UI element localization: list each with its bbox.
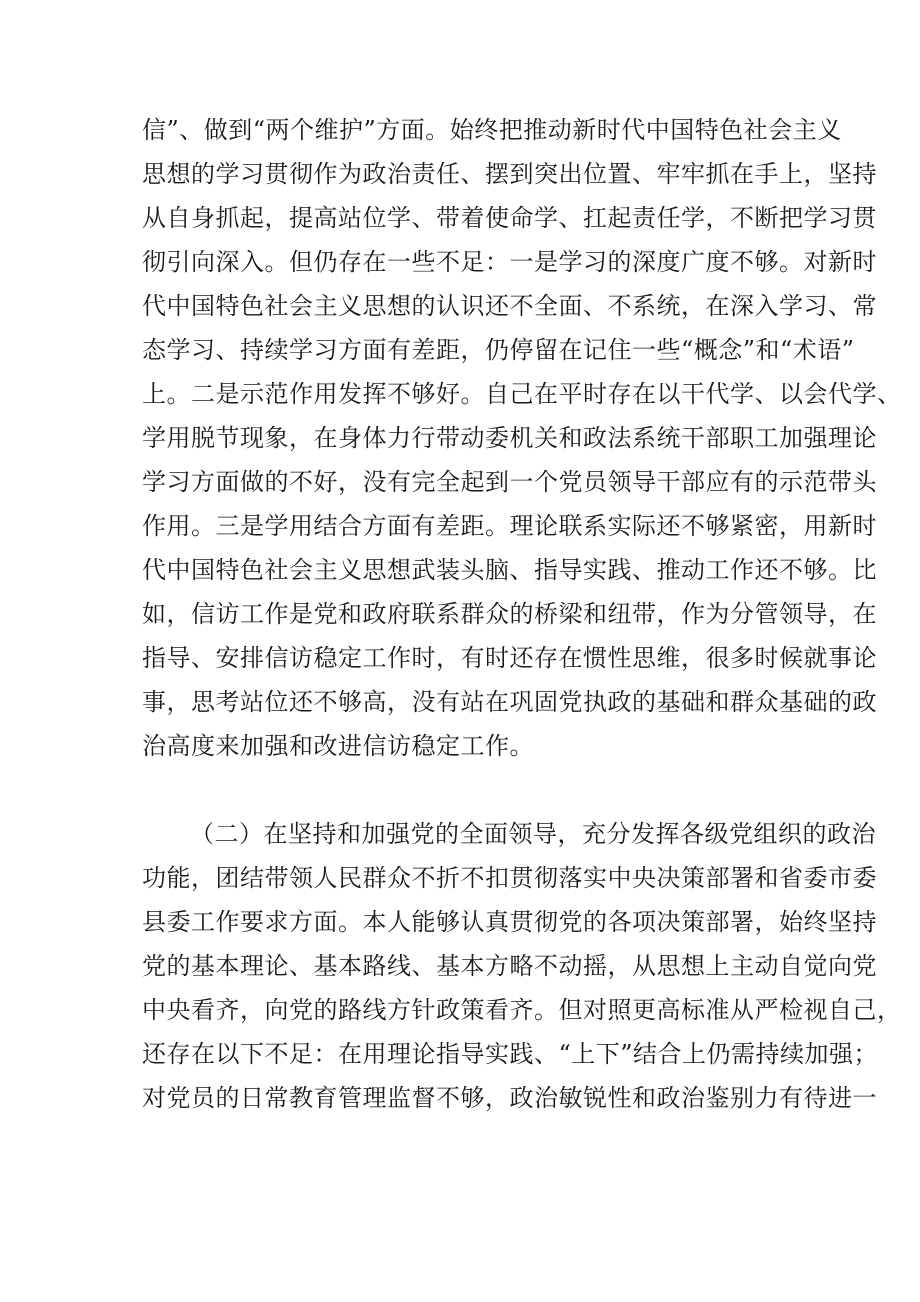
text-line: 学习方面做的不好，没有完全起到一个党员领导干部应有的示范带头 xyxy=(142,468,877,496)
text-line: 指导、安排信访稳定工作时，有时还存在惯性思维，很多时候就事论 xyxy=(142,644,877,672)
text-line: 代中国特色社会主义思想的认识还不全面、不系统，在深入学习、常 xyxy=(142,292,877,320)
text-line: 作用。三是学用结合方面有差距。理论联系实际还不够紧密，用新时 xyxy=(142,512,877,540)
text-line: 信”、做到“两个维护”方面。始终把推动新时代中国特色社会主义 xyxy=(142,116,842,144)
text-line: （二）在坚持和加强党的全面领导，充分发挥各级党组织的政治 xyxy=(190,820,876,848)
text-line: 态学习、持续学习方面有差距，仍停留在记住一些“概念”和“术语” xyxy=(142,336,855,364)
text-line: 如，信访工作是党和政府联系群众的桥梁和纽带，作为分管领导，在 xyxy=(142,600,877,628)
text-line: 彻引向深入。但仍存在一些不足：一是学习的深度广度不够。对新时 xyxy=(142,248,877,276)
text-line: 代中国特色社会主义思想武装头脑、指导实践、推动工作还不够。比 xyxy=(142,556,877,584)
text-line: 从自身抓起，提高站位学、带着使命学、扛起责任学，不断把学习贯 xyxy=(142,204,877,232)
text-line: 对党员的日常教育管理监督不够，政治敏锐性和政治鉴别力有待进一 xyxy=(142,1084,877,1112)
text-line: 治高度来加强和改进信访稳定工作。 xyxy=(142,732,534,760)
text-line: 功能，团结带领人民群众不折不扣贯彻落实中央决策部署和省委市委 xyxy=(142,864,877,892)
text-line: 上。二是示范作用发挥不够好。自己在平时存在以干代学、以会代学、 xyxy=(142,380,902,408)
text-line: 还存在以下不足：在用理论指导实践、“上下”结合上仍需持续加强； xyxy=(142,1040,879,1068)
text-line: 事，思考站位还不够高，没有站在巩固党执政的基础和群众基础的政 xyxy=(142,688,877,716)
text-line: 思想的学习贯彻作为政治责任、摆到突出位置、牢牢抓在手上，坚持 xyxy=(142,160,877,188)
text-line: 中央看齐，向党的路线方针政策看齐。但对照更高标准从严检视自己， xyxy=(142,996,902,1024)
text-line: 县委工作要求方面。本人能够认真贯彻党的各项决策部署，始终坚持 xyxy=(142,908,877,936)
text-line: 学用脱节现象，在身体力行带动委机关和政法系统干部职工加强理论 xyxy=(142,424,877,452)
text-line: 党的基本理论、基本路线、基本方略不动摇，从思想上主动自觉向党 xyxy=(142,952,877,980)
